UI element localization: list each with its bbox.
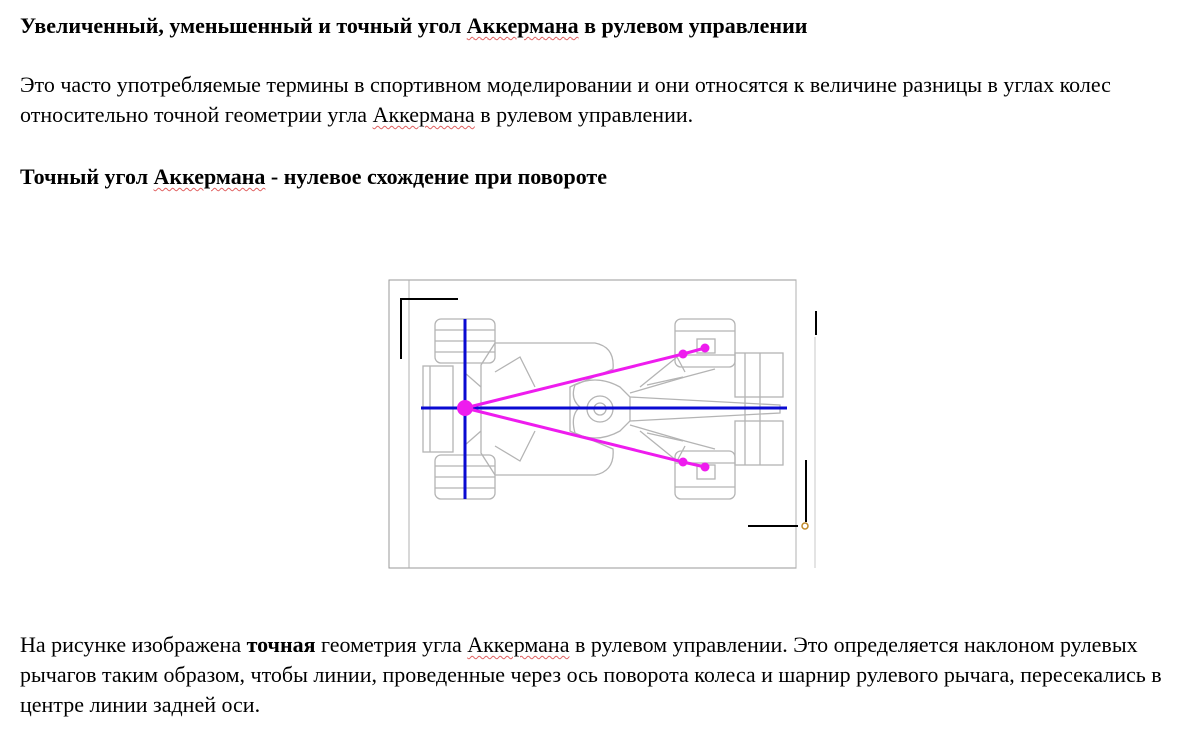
title-text-start: Увеличенный, уменьшенный и точный угол <box>20 13 467 38</box>
spellcheck-marked-word: Аккермана <box>372 102 475 127</box>
axle-centre-point <box>457 400 473 416</box>
heading-text-end: - нулевое схождение при повороте <box>265 164 607 189</box>
steering-arm-joint-right <box>679 458 688 467</box>
caption-bold-word: точная <box>246 632 316 657</box>
document-title <box>20 12 807 40</box>
steering-arm-joint-left <box>679 350 688 359</box>
caption-text-2: геометрия угла <box>315 632 468 657</box>
caption-text-3: в рулевом управлении. Это определяется наклоном рулевых рычагов таким образом, чтобы линии, проведенные через ось поворота колеса и шарнир рулевого рычага, пересекались в центре линии задней оси. <box>20 632 1162 717</box>
heading-text-start: Точный угол <box>20 164 154 189</box>
kingpin-point-right <box>701 463 710 472</box>
spellcheck-marked-word: Аккермана <box>153 164 266 189</box>
title-text-end: в рулевом управлении <box>578 13 808 38</box>
resize-handle[interactable] <box>802 523 808 529</box>
caption-paragraph <box>20 630 1180 720</box>
intro-text-end: в рулевом управлении. <box>474 102 694 127</box>
spellcheck-marked-word: Аккермана <box>466 13 579 38</box>
ackermann-figure[interactable] <box>385 277 835 577</box>
ackermann-diagram <box>385 277 835 577</box>
caption-text-1: На рисунке изображена <box>20 632 247 657</box>
section-heading <box>20 163 607 191</box>
intro-paragraph <box>20 70 1190 130</box>
spellcheck-marked-word: Аккермана <box>467 632 570 657</box>
kingpin-point-left <box>701 344 710 353</box>
intro-text-start: Это часто употребляемые термины в спортивном моделировании и они относятся к величине разницы в углах колес относительно точной геометрии угла <box>20 72 1111 127</box>
